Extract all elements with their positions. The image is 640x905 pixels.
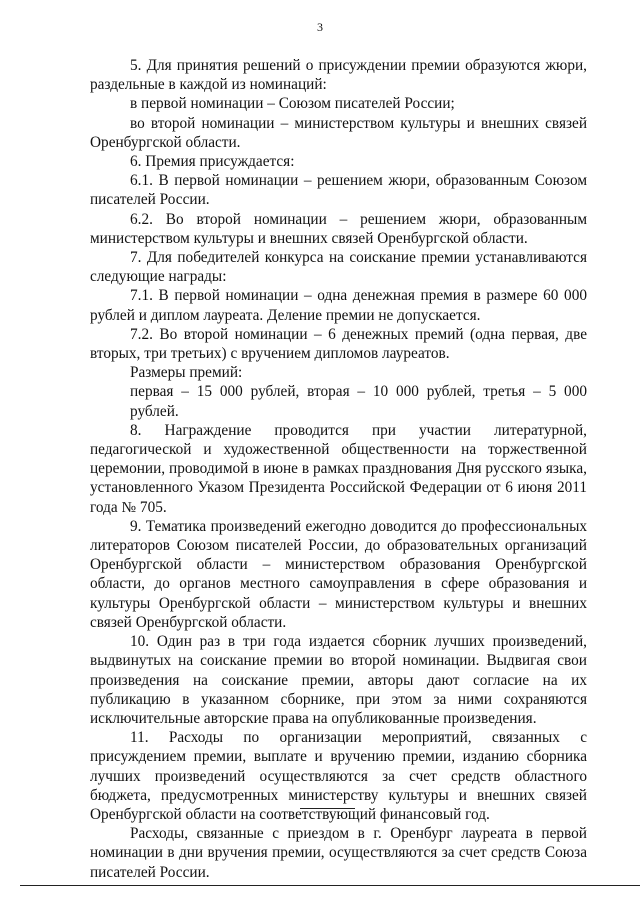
- paragraph-5: 5. Для принятия решений о присуждении премии образуются жюри, раздельные в каждой из номинаций:: [90, 57, 587, 94]
- paragraph-7-1: 7.1. В первой номинации – одна денежная премия в размере 60 000 рублей и диплом лауреата. Деление премии не допускается.: [90, 287, 587, 324]
- closing-divider: [300, 808, 355, 809]
- paragraph-6-2: 6.2. Во второй номинации – решением жюри, образованным министерством культуры и внешних связей Оренбургской области.: [90, 210, 587, 247]
- paragraph-9: 9. Тематика произведений ежегодно доводится до профессиональных литераторов Союзом писателей России, до образовательных организаций Оренбургской области – министерством образования Оренбургской области, до органов местного самоуправления в сфере образования и культуры Оренбургской области – министерством культуры и внешних связей Оренбургской области.: [90, 517, 587, 631]
- prize-sizes-values: первая – 15 000 рублей, вторая – 10 000 рублей, третья – 5 000 рублей.: [130, 383, 587, 420]
- paragraph-11: 11. Расходы по организации мероприятий, связанных с присуждением премии, выплате и вручению премии, изданию сборника лучших произведений осуществляются за счет средств областного бюджета, предусмотренных министерству культуры и внешних связей Оренбургской области на соответствующий финансовый год.: [90, 729, 587, 823]
- prize-sizes-heading: Размеры премий:: [130, 364, 243, 382]
- paragraph-10: 10. Один раз в три года издается сборник лучших произведений, выдвинутых на соискание премии во второй номинации. Выдвигая свои произведения на соискание премии, авторы дают согласие на их публикацию в указанном сборнике, при этом за ними сохраняются исключительные авторские права на опубликованные произведения.: [90, 633, 587, 727]
- paragraph-5-item-2: во второй номинации – министерством культуры и внешних связей Оренбургской области.: [90, 114, 587, 151]
- paragraph-6-1: 6.1. В первой номинации – решением жюри, образованным Союзом писателей России.: [90, 172, 587, 209]
- page-number: 3: [317, 20, 323, 34]
- paragraph-7-2: 7.2. Во второй номинации – 6 денежных премий (одна первая, две вторых, три третьих) с вручением дипломов лауреатов.: [90, 325, 587, 363]
- paragraph-8: 8. Награждение проводится при участии литературной, педагогической и художественной общественности на торжественной церемонии, проводимой в июне в рамках празднования Дня русского языка, установленного Указом Президента Российской Федерации от 6 июня 2011 года № 705.: [90, 421, 587, 516]
- page-bottom-border: [20, 885, 640, 886]
- paragraph-7: 7. Для победителей конкурса на соискание премии устанавливаются следующие награды:: [90, 249, 587, 286]
- document-body: [90, 56, 587, 882]
- paragraph-6: 6. Премия присуждается:: [130, 153, 295, 171]
- paragraph-11-travel: Расходы, связанные с приездом в г. Оренбург лауреата в первой номинации в дни вручения премии, осуществляются за счет средств Союза писателей России.: [90, 825, 587, 881]
- paragraph-5-item-1: в первой номинации – Союзом писателей России;: [130, 95, 455, 113]
